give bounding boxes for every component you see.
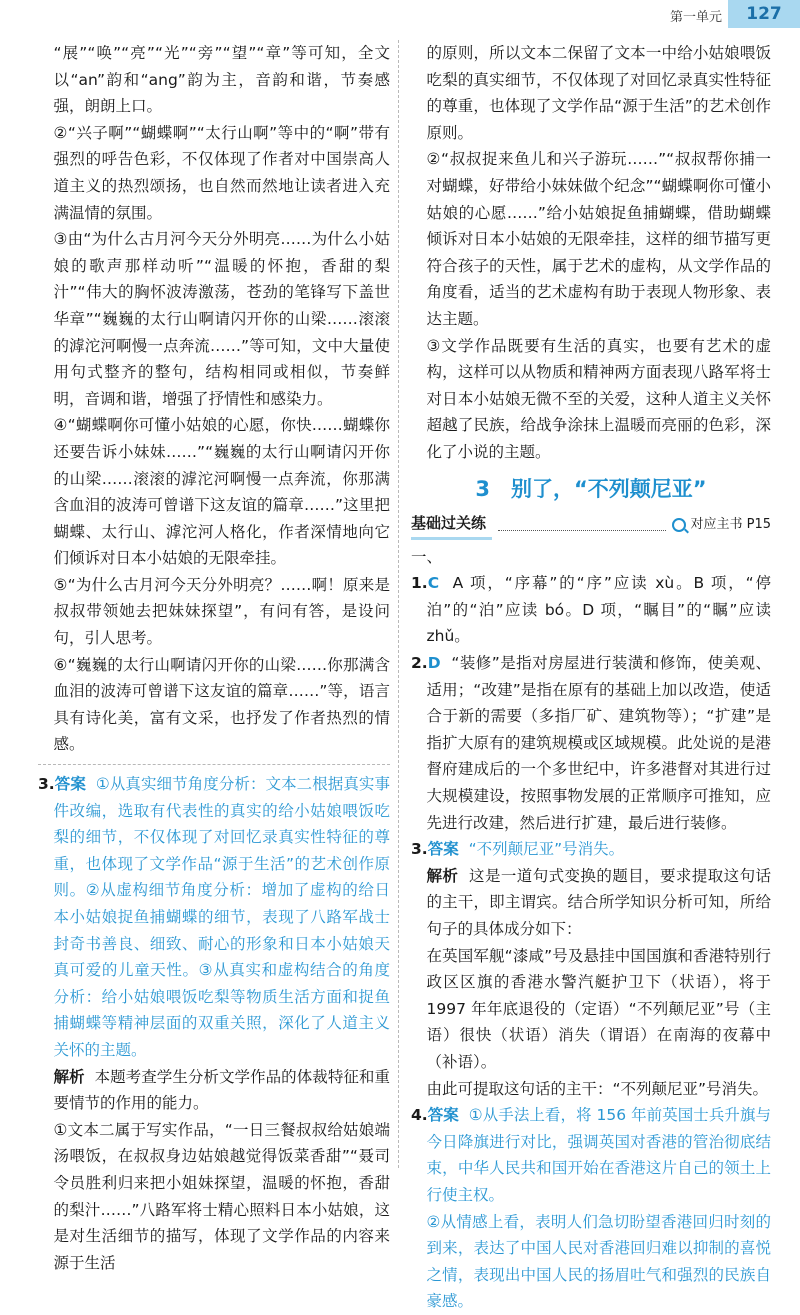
- paragraph: ②“叔叔捉来鱼儿和兴子游玩……”“叔叔帮你捕一对蝴蝶，好带给小妹妹做个纪念”“蝴蝶啊你可懂小姑娘的心愿……”给小姑娘捉鱼捕蝴蝶，借助蝴蝶倾诉对日本小姑娘的无限牵挂，这样的细节描写更符合孩子的天性，属于艺术的虚构，从文学作品的角度看，适当的艺术虚构有助于表现人物形象、表达主题。: [426, 150, 771, 328]
- question-text: “装修”是指对房屋进行装潢和修饰，使美观、适用；“改建”是指在原有的基础上加以改造，使适合于新的需要（多指厂矿、建筑物等）；“扩建”是指扩大原有的建筑规模或区域规模。此处说的是港督府建成后的一个多世纪中，许多港督对其进行过大规模建设，按照事物发展的正常顺序可推知，应先进行改建，然后进行扩建，最后进行装修。: [426, 654, 771, 832]
- section-title: 3 别了，“不列颠尼亚”: [475, 476, 707, 501]
- question-3-block: [38, 764, 390, 1276]
- section-bar-label: 基础过关练: [411, 510, 492, 540]
- question-4-answer: [411, 1102, 771, 1208]
- answer-text-2: ②从情感上看，表明人们急切盼望香港回归时刻的到来，表达了中国人民对香港回归难以抑制的喜悦之情，表现出中国人民的扬眉吐气和强烈的民族自豪感。: [426, 1212, 771, 1311]
- right-column: [411, 40, 771, 1311]
- page-header: [0, 0, 800, 28]
- analysis-text: 本题考查学生分析文学作品的体裁特征和重要情节的作用的能力。: [53, 1067, 390, 1113]
- reference-text: 对应主书 P15: [690, 516, 771, 532]
- answer-tag: 答案: [427, 1106, 459, 1125]
- analysis-tag: 解析: [426, 866, 459, 885]
- answer-tag: 答案: [54, 775, 86, 794]
- question-number: 2.: [411, 654, 428, 673]
- answer-text: “不列颠尼亚”号消失。: [468, 840, 625, 859]
- analysis-text: 这是一道句式变换的题目，要求提取这句话的主干，即主谓宾。结合所学知识分析可知，所给句子的具体成分如下：: [426, 866, 771, 938]
- answer-tag: 答案: [427, 840, 459, 859]
- question-2: [411, 650, 771, 836]
- paragraph: ⑥“巍巍的太行山啊请闪开你的山梁……你那满含血泪的波涛可曾谱下这友谊的篇章……”等，语言具有诗化美，富有文采，也抒发了作者热烈的情感。: [53, 655, 390, 754]
- question-number: 3.: [411, 840, 428, 859]
- paragraph: ⑤“为什么古月河今天分外明亮？……啊！原来是叔叔带领她去把妹妹探望”，有问有答，是设问句，引人思考。: [53, 575, 390, 648]
- analysis: [38, 1064, 390, 1117]
- answer-text: ①从真实细节角度分析：文本二根据真实事件改编，选取有代表性的真实的给小姑娘喂饭吃梨的细节，不仅体现了对回忆录真实性特征的尊重，也体现了文学作品“源于生活”的艺术创作原则。②从虚构细节角度分析：增加了虚构的给日本小姑娘捉鱼捕蝴蝶的细节，表现了八路军战士封奇书善良、细致、耐心的形象和日本小姑娘天真可爱的儿童天性。③从真实和虚构结合的角度分析：给小姑娘喂饭吃梨等物质生活方面和捉鱼捕蝴蝶等精神层面的双重关照，深化了人道主义关怀的主题。: [53, 775, 390, 1059]
- paragraph: ④“蝴蝶啊你可懂小姑娘的心愿，你快……蝴蝶你还要告诉小妹妹……”“巍巍的太行山啊请闪开你的山梁……滚滚的滹沱河啊慢一点奔流，你那满含血泪的波涛可曾谱下这友谊的篇章……”这里把蝴蝶、太行山、滹沱河人格化，作者深情地向它们倾诉对日本小姑娘的无限牵挂。: [53, 416, 390, 568]
- answer-text: ①从手法上看，将 156 年前英国士兵升旗与今日降旗进行对比，强调英国对香港的管治彻底结束，中华人民共和国开始在香港这片自己的领土上行使主权。: [426, 1106, 771, 1204]
- question-1: [411, 570, 771, 650]
- reference-link[interactable]: [672, 512, 771, 539]
- question-3-answer: [411, 836, 771, 863]
- part-heading: 一、: [411, 547, 443, 566]
- search-icon: [672, 518, 686, 532]
- question-number: 4.: [411, 1106, 428, 1125]
- conclusion: 由此可提取这句话的主干：“不列颠尼亚”号消失。: [426, 1079, 769, 1098]
- column-divider: [398, 40, 399, 1168]
- paragraph: ③文学作品既要有生活的真实，也要有艺术的虚构，这样可以从物质和精神两方面表现八路军将士对日本小姑娘无微不至的关爱，这种人道主义关怀超越了民族，给战争涂抹上温暖而亮丽的色彩，深化了小说的主题。: [426, 336, 771, 461]
- question-number: 1.: [411, 574, 428, 593]
- choice-answer: D: [427, 654, 441, 673]
- page-number: 127: [728, 0, 800, 28]
- paragraph: ②“兴子啊”“蝴蝶啊”“太行山啊”等中的“啊”带有强烈的呼告色彩，不仅体现了作者对中国崇高人道主义的热烈颂扬，也自然而然地让读者进入充满温情的氛围。: [53, 123, 390, 222]
- analysis: [411, 863, 771, 943]
- unit-label: 第一单元: [669, 10, 722, 25]
- analysis-tag: 解析: [53, 1067, 85, 1086]
- paragraph: ③由“为什么古月河今天分外明亮……为什么小姑娘的歌声那样动听”“温暖的怀抱，香甜的梨汁”“伟大的胸怀波涛激荡，苍劲的笔锋写下盖世华章”“巍巍的太行山啊请闪开你的山梁……滚滚的滹沱河啊慢一点奔流……”等可知，文中大量使用句式整齐的整句，结构相同或相似，节奏鲜明，音调和谐，增强了抒情性和感染力。: [53, 230, 390, 408]
- section-bar: [411, 510, 771, 540]
- paragraph: 的原则，所以文本二保留了文本一中给小姑娘喂饭吃梨的真实细节，不仅体现了对回忆录真实性特征的尊重，也体现了文学作品“源于生活”的艺术创作原则。: [426, 44, 771, 142]
- choice-answer: C: [427, 574, 440, 593]
- example-sentence: 在英国军舰“漆咸”号及悬挂中国国旗和香港特别行政区区旗的香港水警汽艇护卫下（状语），将于 1997 年年底退役的（定语）“不列颠尼亚”号（主语）很快（状语）消失（谓语）在南海的夜幕中（补语）。: [426, 946, 771, 1071]
- question-number: 3.: [38, 775, 55, 794]
- question-3-answer: [38, 771, 390, 1064]
- question-text: A 项，“序幕”的“序”应读 xù。B 项，“停泊”的“泊”应读 bó。D 项，“瞩目”的“瞩”应读 zhǔ。: [426, 574, 771, 646]
- analysis-detail: ①文本二属于写实作品，“一日三餐叔叔给姑娘端汤喂饭，在叔叔身边姑娘越觉得饭菜香甜”“聂司令员胜利归来把小姐妹探望，温暖的怀抱，香甜的梨汁……”八路军将士精心照料日本小姑娘，这是对生活细节的描写，体现了文学作品的内容来源于生活: [53, 1120, 390, 1272]
- paragraph: “展”“唤”“亮”“光”“旁”“望”“章”等可知，全文以“an”韵和“ang”韵为主，音韵和谐，节奏感强，朗朗上口。: [53, 44, 390, 116]
- dotted-leader: [498, 518, 666, 531]
- left-column: [38, 40, 390, 1272]
